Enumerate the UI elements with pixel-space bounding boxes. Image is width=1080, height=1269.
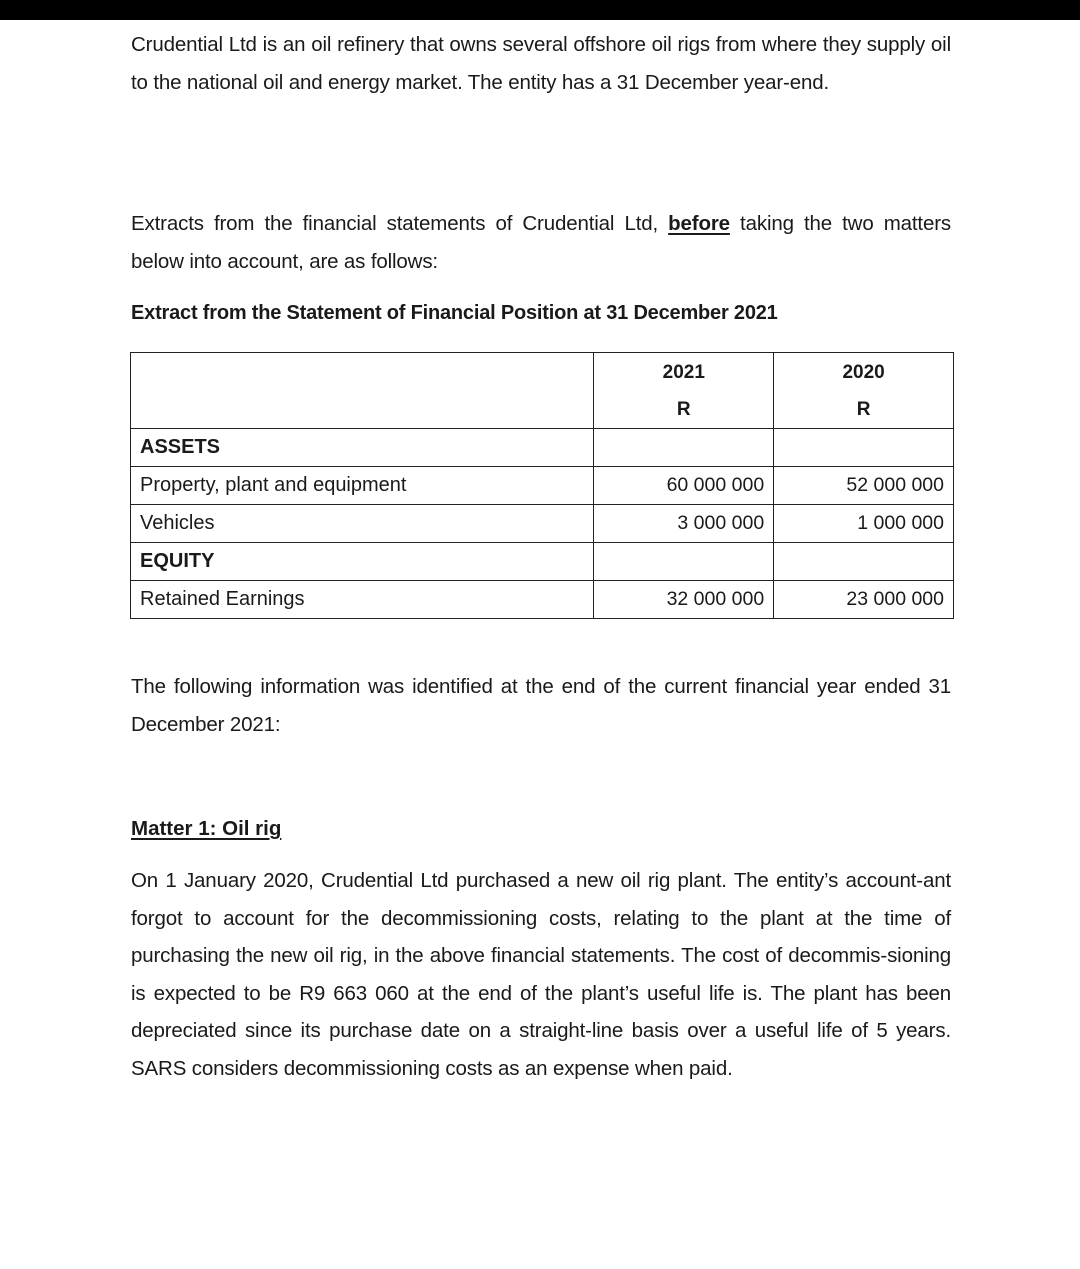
extracts-intro-paragraph — [131, 205, 951, 280]
value-2020: 52 000 000 — [774, 467, 954, 505]
row-label: Retained Earnings — [131, 581, 594, 619]
header-currency: R — [856, 398, 871, 420]
statement-title: Extract from the Statement of Financial Position at 31 December 2021 — [131, 302, 778, 324]
extracts-intro-after: taking the two matters below into account, are as follows: — [131, 212, 951, 273]
row-label: ASSETS — [131, 429, 594, 467]
header-2021 — [594, 353, 774, 429]
table-row-equity — [131, 543, 954, 581]
row-label: Property, plant and equipment — [131, 467, 594, 505]
value-2021 — [594, 429, 774, 467]
intro-paragraph: Crudential Ltd is an oil refinery that owns several offshore oil rigs from where they supply oil to the national oil and energy market. The entity has a 31 December year-end. — [131, 33, 951, 94]
extracts-intro-emphasis: before — [668, 212, 730, 235]
matter1-paragraph: On 1 January 2020, Crudential Ltd purchased a new oil rig plant. The entity’s account-ant forgot to account for the decommissioning costs, relating to the plant at the time of purchasing the new oil rig, in the above financial statements. The cost of decommis-sioning is expected to be R9 663 060 at the end of the plant’s useful life is. The plant has been depreciated since its purchase date on a straight-line basis over a useful life of 5 years. SARS considers decommissioning costs as an expense when paid. — [131, 869, 951, 1080]
top-black-bar — [0, 0, 1080, 20]
matter1-heading: Matter 1: Oil rig — [131, 817, 282, 840]
row-label: Vehicles — [131, 505, 594, 543]
table-row-ppe — [131, 467, 954, 505]
financial-position-table — [130, 352, 954, 619]
value-2021: 32 000 000 — [594, 581, 774, 619]
extracts-intro-before: Extracts from the financial statements of Crudential Ltd, — [131, 212, 669, 235]
info-intro-paragraph: The following information was identified at the end of the current financial year ended 31 December 2021: — [131, 675, 951, 736]
value-2021: 60 000 000 — [594, 467, 774, 505]
header-2020 — [774, 353, 954, 429]
table-row-vehicles — [131, 505, 954, 543]
value-2020: 23 000 000 — [774, 581, 954, 619]
header-blank-cell — [131, 353, 594, 429]
table-row-retained-earnings — [131, 581, 954, 619]
value-2020: 1 000 000 — [774, 505, 954, 543]
value-2021 — [594, 543, 774, 581]
value-2020 — [774, 543, 954, 581]
table-header-row — [131, 353, 954, 429]
value-2021: 3 000 000 — [594, 505, 774, 543]
value-2020 — [774, 429, 954, 467]
row-label: EQUITY — [131, 543, 594, 581]
header-year: 2020 — [842, 361, 885, 383]
header-currency: R — [676, 398, 691, 420]
header-year: 2021 — [662, 361, 705, 383]
table-row-assets — [131, 429, 954, 467]
